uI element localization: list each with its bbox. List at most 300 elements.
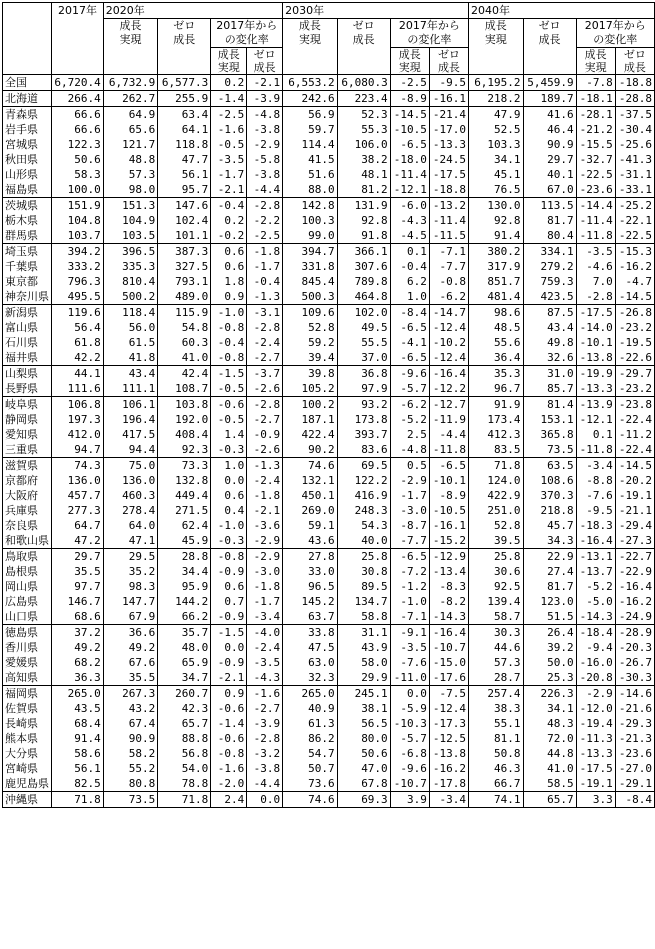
value-cell: -16.0 [576,655,615,670]
value-cell: 103.7 [52,228,103,244]
value-cell: 96.5 [283,579,338,594]
value-cell: 279.2 [523,259,576,274]
value-cell: 370.3 [523,488,576,503]
region-name-cell: 奈良県 [3,518,52,533]
value-cell: -2.7 [247,412,283,427]
region-name-cell: 石川県 [3,335,52,350]
value-cell: -26.7 [615,655,654,670]
value-cell: -19.4 [576,716,615,731]
table-body [3,75,655,808]
value-cell: 267.3 [103,686,158,702]
value-cell: -41.3 [615,152,654,167]
value-cell: 56.1 [52,761,103,776]
value-cell: 74.6 [283,458,338,474]
value-cell: 38.3 [469,701,524,716]
region-name-cell: 和歌山県 [3,533,52,549]
value-cell: 0.6 [211,244,247,260]
value-cell: 278.4 [103,503,158,518]
value-cell: -33.1 [615,182,654,198]
value-cell: 136.0 [52,473,103,488]
value-cell: 73.5 [523,442,576,458]
value-cell: -29.7 [615,366,654,382]
value-cell: 34.7 [158,670,211,686]
value-cell: -1.6 [211,122,247,137]
table-row [3,137,655,152]
value-cell: -15.5 [576,137,615,152]
value-cell: -7.6 [576,488,615,503]
value-cell: 25.8 [469,549,524,565]
region-name-cell: 岐阜県 [3,397,52,413]
value-cell: 38.2 [337,152,390,167]
value-cell: 69.5 [337,458,390,474]
header-zero-2020: ゼロ 成長 [158,19,211,75]
value-cell: 144.2 [158,594,211,609]
value-cell: 29.9 [337,670,390,686]
value-cell: -22.5 [615,228,654,244]
value-cell: -4.8 [390,442,429,458]
value-cell: -1.7 [211,167,247,182]
value-cell: -0.6 [211,731,247,746]
value-cell: 58.2 [103,746,158,761]
value-cell: -17.8 [429,776,468,792]
table-row [3,761,655,776]
table-row [3,381,655,397]
table-row [3,335,655,350]
value-cell: -18.3 [576,518,615,533]
value-cell: -8.2 [429,594,468,609]
region-name-cell: 大分県 [3,746,52,761]
value-cell: 80.8 [103,776,158,792]
value-cell: 242.6 [283,91,338,107]
value-cell: 92.3 [158,442,211,458]
value-cell: 28.8 [158,549,211,565]
value-cell: 114.4 [283,137,338,152]
value-cell: 151.3 [103,198,158,214]
value-cell: -0.4 [390,259,429,274]
value-cell: 74.6 [283,792,338,808]
value-cell: 56.4 [52,320,103,335]
region-name-cell: 島根県 [3,564,52,579]
value-cell: 810.4 [103,274,158,289]
value-cell: 103.3 [469,137,524,152]
value-cell: 335.3 [103,259,158,274]
value-cell: 495.5 [52,289,103,305]
value-cell: 39.8 [283,366,338,382]
value-cell: -4.4 [247,182,283,198]
value-cell: 49.8 [523,335,576,350]
value-cell: 78.8 [158,776,211,792]
value-cell: -18.1 [576,91,615,107]
region-name-cell: 神奈川県 [3,289,52,305]
value-cell: -17.3 [429,716,468,731]
value-cell: -0.5 [211,412,247,427]
value-cell: 3.9 [390,792,429,808]
value-cell: -0.5 [211,381,247,397]
value-cell: 58.5 [523,776,576,792]
value-cell: 36.8 [337,366,390,382]
value-cell: -6.0 [390,198,429,214]
region-name-cell: 山口県 [3,609,52,625]
value-cell: 42.3 [158,701,211,716]
value-cell: 74.3 [52,458,103,474]
value-cell: -7.1 [429,244,468,260]
value-cell: 29.5 [103,549,158,565]
value-cell: -1.0 [211,518,247,533]
table-row [3,518,655,533]
value-cell: 1.4 [211,427,247,442]
value-cell: 6,080.3 [337,75,390,91]
value-cell: -3.4 [429,792,468,808]
value-cell: -1.7 [247,259,283,274]
value-cell: 93.2 [337,397,390,413]
value-cell: -1.2 [390,579,429,594]
value-cell: 173.8 [337,412,390,427]
value-cell: 104.9 [103,213,158,228]
table-row [3,274,655,289]
value-cell: 89.5 [337,579,390,594]
value-cell: 37.0 [337,350,390,366]
table-row [3,228,655,244]
value-cell: 408.4 [158,427,211,442]
region-name-cell: 全国 [3,75,52,91]
value-cell: 74.1 [469,792,524,808]
value-cell: 47.2 [52,533,103,549]
value-cell: -3.0 [247,564,283,579]
table-row [3,488,655,503]
value-cell: 68.6 [52,609,103,625]
value-cell: -7.8 [576,75,615,91]
value-cell: -8.4 [615,792,654,808]
value-cell: 66.6 [52,107,103,123]
region-name-cell: 鳥取県 [3,549,52,565]
value-cell: 65.7 [523,792,576,808]
value-cell: 187.1 [283,412,338,427]
region-name-cell: 岡山県 [3,579,52,594]
value-cell: 67.0 [523,182,576,198]
value-cell: -22.4 [615,442,654,458]
value-cell: 500.3 [283,289,338,305]
value-cell: -8.3 [429,579,468,594]
value-cell: -1.4 [211,91,247,107]
value-cell: 0.0 [211,473,247,488]
value-cell: 307.6 [337,259,390,274]
value-cell: 103.5 [103,228,158,244]
value-cell: -26.8 [615,305,654,321]
value-cell: -16.2 [615,259,654,274]
value-cell: 119.6 [52,305,103,321]
value-cell: 105.2 [283,381,338,397]
table-row [3,244,655,260]
value-cell: 72.0 [523,731,576,746]
header-change-zero-2030: ゼロ 成長 [429,48,468,75]
table-row [3,442,655,458]
value-cell: -11.2 [615,427,654,442]
value-cell: 69.3 [337,792,390,808]
value-cell: -12.1 [576,412,615,427]
value-cell: -17.5 [429,167,468,182]
value-cell: -2.8 [247,198,283,214]
value-cell: -2.1 [211,182,247,198]
value-cell: -16.2 [615,594,654,609]
value-cell: -5.8 [247,152,283,167]
value-cell: -3.1 [247,305,283,321]
value-cell: 80.0 [337,731,390,746]
value-cell: 122.3 [52,137,103,152]
value-cell: 58.7 [469,609,524,625]
value-cell: -28.9 [615,625,654,641]
value-cell: 331.8 [283,259,338,274]
value-cell: 57.3 [469,655,524,670]
value-cell: 54.3 [337,518,390,533]
value-cell: 51.6 [283,167,338,182]
value-cell: 47.1 [103,533,158,549]
value-cell: 251.0 [469,503,524,518]
value-cell: 51.5 [523,609,576,625]
value-cell: 91.4 [52,731,103,746]
value-cell: -4.5 [390,228,429,244]
value-cell: 0.6 [211,579,247,594]
value-cell: -23.6 [615,746,654,761]
table-row [3,412,655,427]
value-cell: 132.1 [283,473,338,488]
value-cell: -22.7 [615,549,654,565]
value-cell: 52.8 [469,518,524,533]
value-cell: 102.0 [337,305,390,321]
value-cell: 111.6 [52,381,103,397]
value-cell: 146.7 [52,594,103,609]
value-cell: -1.8 [247,579,283,594]
value-cell: -9.6 [390,366,429,382]
value-cell: 48.3 [523,716,576,731]
value-cell: 85.7 [523,381,576,397]
value-cell: 41.6 [523,107,576,123]
value-cell: 55.3 [337,122,390,137]
value-cell: -20.8 [576,670,615,686]
region-name-cell: 宮崎県 [3,761,52,776]
value-cell: 44.6 [469,640,524,655]
value-cell: 28.7 [469,670,524,686]
region-name-cell: 栃木県 [3,213,52,228]
value-cell: 71.8 [158,792,211,808]
value-cell: 95.9 [158,579,211,594]
value-cell: 189.7 [523,91,576,107]
value-cell: 1.0 [211,458,247,474]
value-cell: -2.2 [247,213,283,228]
value-cell: 422.9 [469,488,524,503]
value-cell: 0.6 [211,259,247,274]
value-cell: 56.8 [158,746,211,761]
value-cell: -2.4 [247,473,283,488]
value-cell: 197.3 [52,412,103,427]
value-cell: -37.5 [615,107,654,123]
value-cell: 60.3 [158,335,211,350]
value-cell: -16.1 [429,518,468,533]
value-cell: 104.8 [52,213,103,228]
value-cell: 0.0 [211,640,247,655]
value-cell: 86.2 [283,731,338,746]
value-cell: 31.0 [523,366,576,382]
value-cell: 500.2 [103,289,158,305]
value-cell: 100.3 [283,213,338,228]
value-cell: -14.5 [615,458,654,474]
value-cell: 460.3 [103,488,158,503]
value-cell: -0.8 [211,350,247,366]
value-cell: -1.5 [211,625,247,641]
table-row [3,427,655,442]
value-cell: -21.3 [615,731,654,746]
value-cell: -0.4 [211,335,247,350]
value-cell: 35.3 [469,366,524,382]
value-cell: 103.8 [158,397,211,413]
value-cell: -3.8 [247,761,283,776]
value-cell: 102.4 [158,213,211,228]
table-container [2,2,655,808]
value-cell: -6.5 [390,320,429,335]
value-cell: 43.6 [283,533,338,549]
region-name-cell: 三重県 [3,442,52,458]
value-cell: 26.4 [523,625,576,641]
value-cell: 76.5 [469,182,524,198]
value-cell: 54.8 [158,320,211,335]
value-cell: 22.9 [523,549,576,565]
value-cell: -5.9 [390,701,429,716]
value-cell: 31.1 [337,625,390,641]
value-cell: 394.7 [283,244,338,260]
value-cell: -5.7 [390,731,429,746]
value-cell: -29.4 [615,518,654,533]
value-cell: 43.4 [523,320,576,335]
value-cell: -1.4 [211,716,247,731]
value-cell: -7.2 [390,564,429,579]
value-cell: 132.8 [158,473,211,488]
value-cell: -10.7 [429,640,468,655]
value-cell: -1.3 [247,458,283,474]
value-cell: 257.4 [469,686,524,702]
value-cell: 793.1 [158,274,211,289]
value-cell: -13.1 [576,549,615,565]
value-cell: 271.5 [158,503,211,518]
value-cell: -5.0 [576,594,615,609]
table-row [3,701,655,716]
value-cell: 412.3 [469,427,524,442]
value-cell: 122.2 [337,473,390,488]
table-row [3,776,655,792]
value-cell: -0.5 [211,137,247,152]
value-cell: -13.8 [576,350,615,366]
value-cell: -16.4 [576,533,615,549]
table-row [3,366,655,382]
value-cell: -11.8 [576,442,615,458]
value-cell: 41.0 [523,761,576,776]
region-name-cell: 山梨県 [3,366,52,382]
value-cell: -4.3 [390,213,429,228]
value-cell: -0.8 [211,746,247,761]
value-cell: -2.6 [247,381,283,397]
value-cell: 65.6 [103,122,158,137]
value-cell: -2.8 [247,397,283,413]
region-name-cell: 兵庫県 [3,503,52,518]
value-cell: -0.3 [211,442,247,458]
value-cell: -0.8 [211,549,247,565]
value-cell: 416.9 [337,488,390,503]
value-cell: -21.4 [429,107,468,123]
value-cell: -1.8 [247,244,283,260]
value-cell: 97.7 [52,579,103,594]
value-cell: -12.5 [429,731,468,746]
value-cell: 27.4 [523,564,576,579]
value-cell: 0.1 [390,244,429,260]
value-cell: 32.6 [523,350,576,366]
value-cell: -10.3 [390,716,429,731]
value-cell: 34.3 [523,533,576,549]
value-cell: 47.7 [158,152,211,167]
value-cell: -18.8 [615,75,654,91]
value-cell: 0.2 [211,75,247,91]
value-cell: -2.7 [247,350,283,366]
region-name-cell: 福井県 [3,350,52,366]
value-cell: -2.1 [247,503,283,518]
header-change-zero-2020: ゼロ 成長 [247,48,283,75]
value-cell: -3.9 [247,716,283,731]
value-cell: -10.1 [576,335,615,350]
value-cell: 48.8 [103,152,158,167]
header-year-2040: 2040年 [469,3,655,19]
value-cell: -2.6 [247,442,283,458]
value-cell: 3.3 [576,792,615,808]
value-cell: -21.1 [615,503,654,518]
table-row [3,91,655,107]
value-cell: 33.0 [283,564,338,579]
region-name-cell: 長野県 [3,381,52,397]
value-cell: 6,720.4 [52,75,103,91]
value-cell: 226.3 [523,686,576,702]
value-cell: 73.6 [283,776,338,792]
value-cell: -9.4 [576,640,615,655]
value-cell: -0.9 [211,655,247,670]
value-cell: 30.6 [469,564,524,579]
value-cell: 49.5 [337,320,390,335]
header-year-2020: 2020年 [103,3,282,19]
value-cell: 396.5 [103,244,158,260]
table-row [3,686,655,702]
value-cell: 39.2 [523,640,576,655]
value-cell: -18.4 [576,625,615,641]
region-name-cell: 青森県 [3,107,52,123]
value-cell: -31.1 [615,167,654,182]
value-cell: 38.1 [337,701,390,716]
region-name-cell: 埼玉県 [3,244,52,260]
value-cell: 111.1 [103,381,158,397]
value-cell: -0.6 [211,701,247,716]
value-cell: 123.0 [523,594,576,609]
value-cell: -0.4 [247,274,283,289]
value-cell: 34.1 [523,701,576,716]
table-row [3,152,655,167]
value-cell: 39.5 [469,533,524,549]
table-row [3,533,655,549]
value-cell: 34.1 [469,152,524,167]
value-cell: 59.2 [283,335,338,350]
value-cell: -2.5 [211,107,247,123]
value-cell: 266.4 [52,91,103,107]
value-cell: -0.2 [211,228,247,244]
value-cell: 48.0 [158,640,211,655]
value-cell: -3.8 [247,122,283,137]
table-row [3,670,655,686]
table-row [3,609,655,625]
value-cell: -25.2 [615,198,654,214]
value-cell: -1.0 [211,305,247,321]
